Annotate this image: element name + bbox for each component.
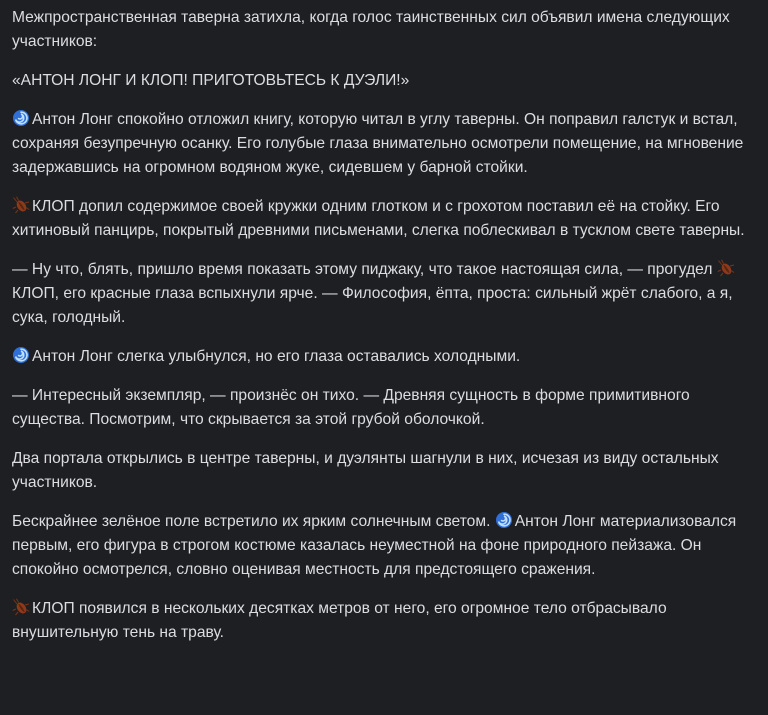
paragraph-announcement	[12, 69, 756, 93]
paragraph-text: КЛОП допил содержимое своей кружки одним глотком и с грохотом поставил её на стойку. Его хитиновый панцирь, покрытый древними письменами, слегка поблескивал в тусклом свете таверны.	[12, 198, 745, 239]
cyclone-icon	[12, 346, 30, 364]
paragraph-portals	[12, 447, 756, 495]
paragraph-text: Антон Лонг спокойно отложил книгу, которую читал в углу таверны. Он поправил галстук и встал, сохраняя безупречную осанку. Его голубые глаза внимательно осмотрели помещение, на мгновение задержавшись на огромном водяном жуке, сидевшем у барной стойки.	[12, 111, 744, 176]
cockroach-icon	[12, 196, 30, 214]
paragraph-klop-speech	[12, 258, 756, 330]
paragraph-klop-appears	[12, 597, 756, 645]
paragraph-text-after: КЛОП, его красные глаза вспыхнули ярче. — Философия, ёпта, проста: сильный жрёт слабого, а я, сука, голодный.	[12, 285, 733, 326]
paragraph-text: Два портала открылись в центре таверны, и дуэлянты шагнули в них, исчезая из виду остальных участников.	[12, 450, 719, 491]
paragraph-text: — Ну что, блять, пришло время показать этому пиджаку, что такое настоящая сила, — прогудел	[12, 261, 713, 278]
cyclone-icon	[12, 109, 30, 127]
paragraph-anton-intro	[12, 108, 756, 180]
paragraph-klop-intro	[12, 195, 756, 243]
paragraph-text: «АНТОН ЛОНГ И КЛОП! ПРИГОТОВЬТЕСЬ К ДУЭЛИ!»	[12, 72, 410, 89]
paragraph-anton-speech	[12, 384, 756, 432]
cockroach-icon	[717, 259, 735, 277]
paragraph-text: КЛОП появился в нескольких десятках метров от него, его огромное тело отбрасывало внушительную тень на траву.	[12, 600, 667, 641]
cyclone-icon	[495, 511, 513, 529]
paragraph-text-after: Антон Лонг материализовался первым, его фигура в строгом костюме казалась неуместной на фоне природного пейзажа. Он спокойно осмотрелся, словно оценивая местность для предстоящего сражения.	[12, 513, 737, 578]
paragraph-anton-smile	[12, 345, 756, 369]
paragraph-intro	[12, 6, 756, 54]
paragraph-text: — Интересный экземпляр, — произнёс он тихо. — Древняя сущность в форме примитивного существа. Посмотрим, что скрывается за этой грубой оболочкой.	[12, 387, 690, 428]
paragraph-text: Бескрайнее зелёное поле встретило их ярким солнечным светом.	[12, 513, 491, 530]
paragraph-text: Антон Лонг слегка улыбнулся, но его глаза оставались холодными.	[32, 348, 521, 365]
paragraph-text: Межпространственная таверна затихла, когда голос таинственных сил объявил имена следующих участников:	[12, 9, 730, 50]
cockroach-icon	[12, 598, 30, 616]
paragraph-field	[12, 510, 756, 582]
